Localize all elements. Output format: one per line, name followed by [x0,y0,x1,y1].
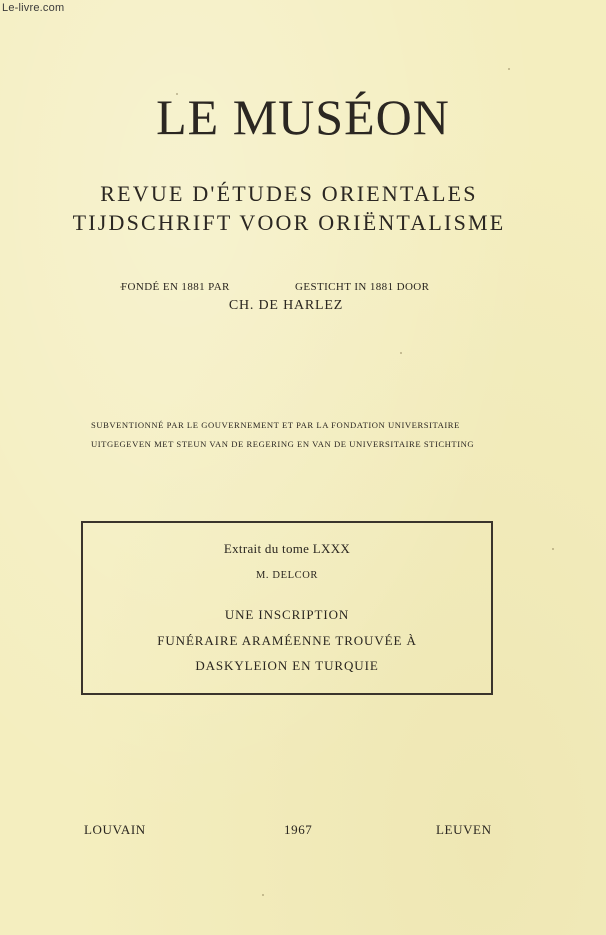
extract-box [81,521,493,695]
paper-speck [262,894,264,896]
article-title-line-1: UNE INSCRIPTION [224,607,350,622]
paper-speck [120,286,122,288]
article-author: M. DELCOR [256,570,318,581]
imprint-year: 1967 [284,822,313,837]
founder-name: CH. DE HARLEZ [228,298,344,313]
extract-volume: Extrait du tome LXXX [223,541,351,556]
imprint-city-nl: LEUVEN [436,822,492,837]
paper-speck [400,352,402,354]
imprint-city-fr: LOUVAIN [84,822,146,837]
paper-speck [508,68,510,70]
article-title-line-2: FUNÉRAIRE ARAMÉENNE TROUVÉE À [157,633,417,648]
paper-speck [552,548,554,550]
journal-title: LE MUSÉON [156,89,450,145]
founded-nl: GESTICHT IN 1881 DOOR [295,281,430,293]
watermark-text: Le-livre.com [2,2,65,14]
journal-subtitle-fr: REVUE D'ÉTUDES ORIENTALES [100,181,478,206]
journal-subtitle-nl: TIJDSCHRIFT VOOR ORIËNTALISME [72,210,506,235]
founded-fr: FONDÉ EN 1881 PAR [121,281,230,293]
subsidy-fr: SUBVENTIONNÉ PAR LE GOUVERNEMENT ET PAR LA FONDATION UNIVERSITAIRE [91,420,460,430]
subsidy-nl: UITGEGEVEN MET STEUN VAN DE REGERING EN VAN DE UNIVERSITAIRE STICHTING [91,439,475,449]
article-title-line-3: DASKYLEION EN TURQUIE [195,658,379,673]
paper-speck [176,93,178,95]
